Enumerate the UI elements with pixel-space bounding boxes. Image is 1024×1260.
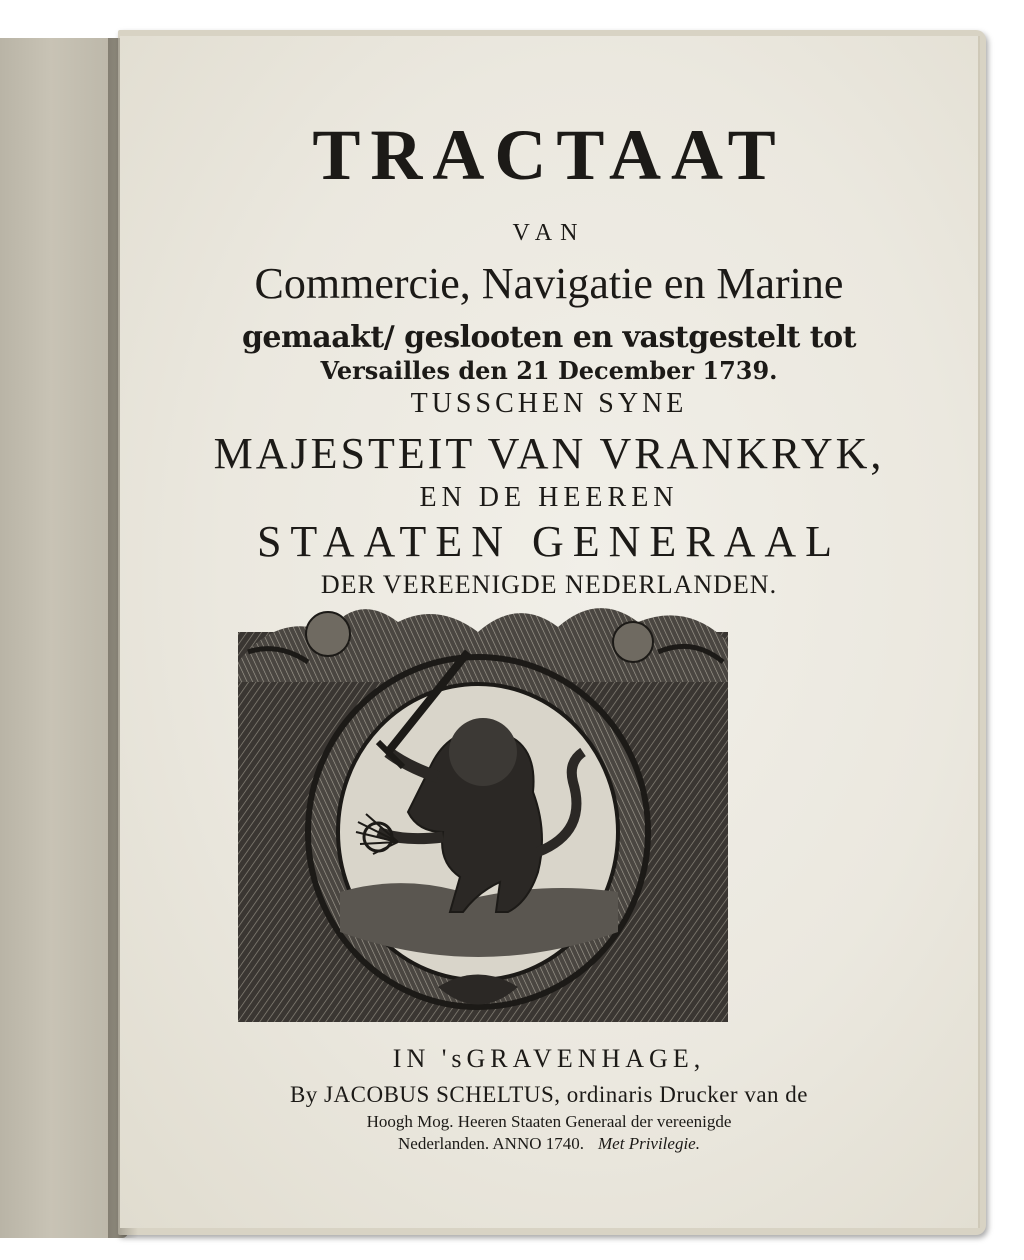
title-page (120, 36, 980, 1228)
imprint-place: IN 'sGRAVENHAGE, (392, 1044, 706, 1073)
imprint-printer: By JACOBUS SCHELTUS, ordinaris Drucker van de (289, 1082, 809, 1107)
gothic-line-1: gemaakt/ geslooten en vastgestelt tot (241, 320, 857, 355)
imprint-line-4 (120, 1134, 978, 1154)
title-van: VAN (512, 220, 586, 246)
imprint-privilege: Met Privilegie. (598, 1134, 700, 1153)
imprint-year: Nederlanden. ANNO 1740. (398, 1134, 585, 1153)
der-line: DER VEREENIGDE NEDERLANDEN. (320, 570, 778, 599)
gothic-line-2: Versailles den 21 December 1739. (320, 356, 778, 385)
tusschen-line: TUSSCHEN SYNE (410, 388, 688, 419)
heeren-line: EN DE HEEREN (419, 482, 679, 513)
subtitle: Commercie, Navigatie en Marine (254, 259, 844, 308)
imprint-line-3: Hoogh Mog. Heeren Staaten Generaal der vereenigde (366, 1112, 732, 1131)
majesteit-line: MAJESTEIT VAN VRANKRYK, (213, 429, 885, 478)
staaten-line: STAATEN GENERAAL (256, 517, 842, 566)
rampant-lion-woodcut-icon (238, 592, 728, 1022)
page-title: TRACTAAT (312, 115, 786, 195)
